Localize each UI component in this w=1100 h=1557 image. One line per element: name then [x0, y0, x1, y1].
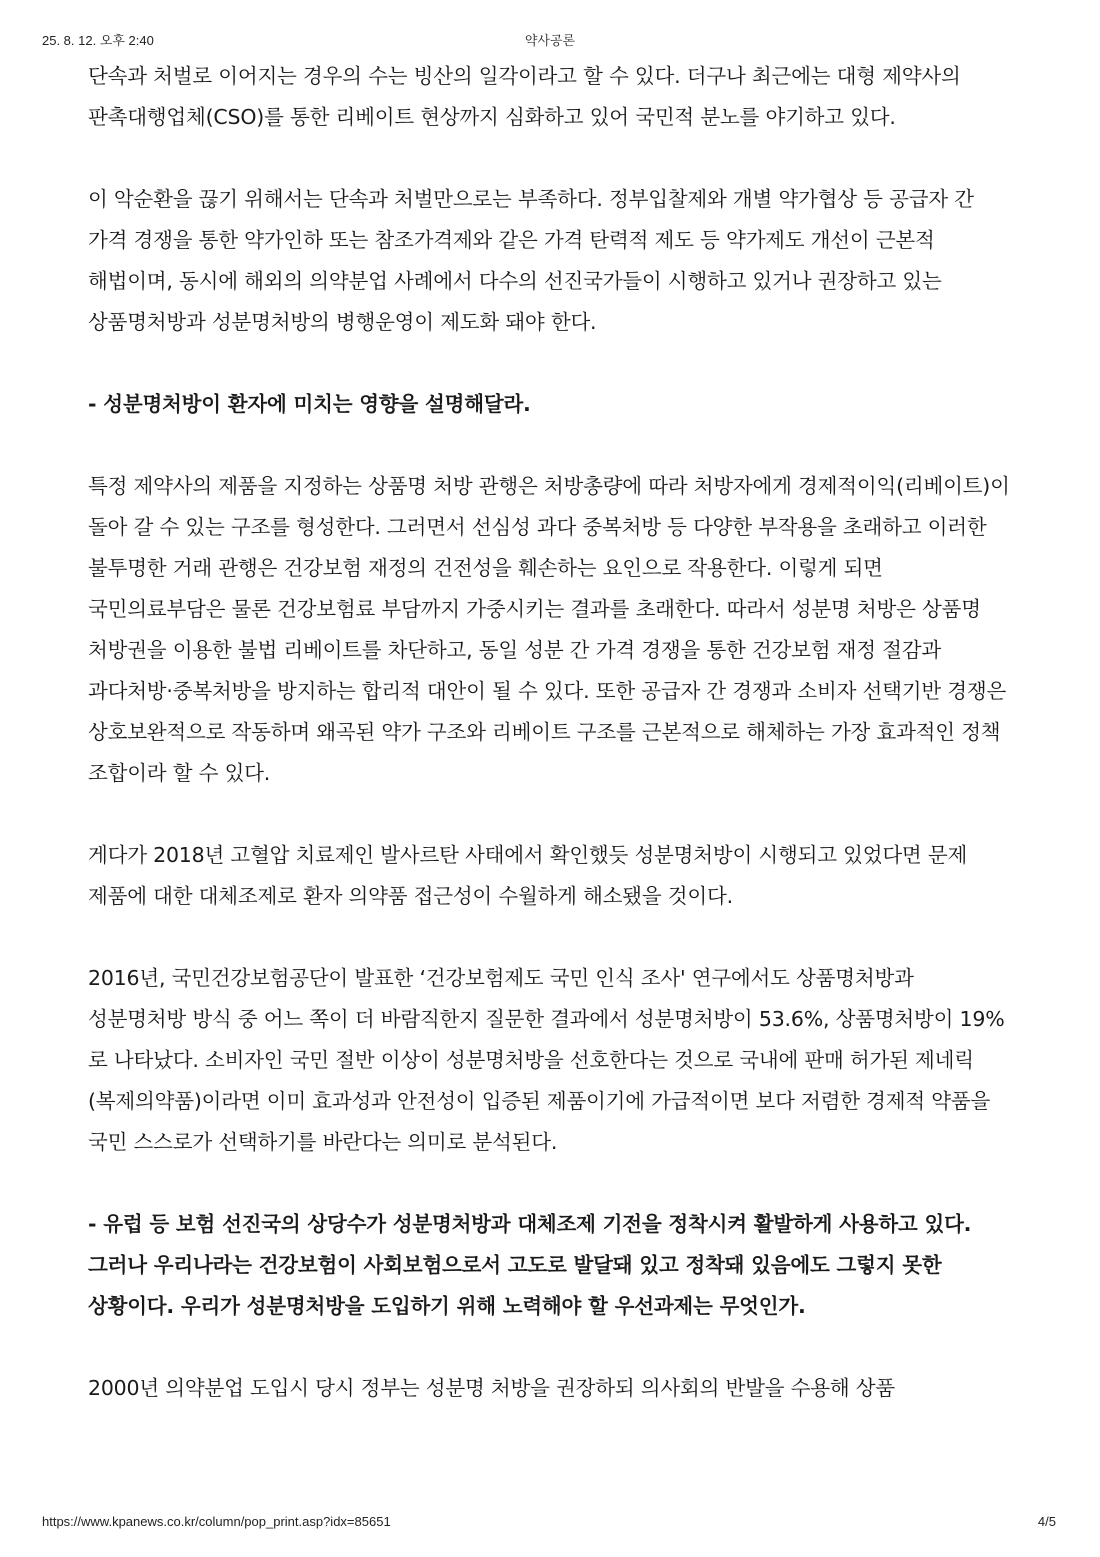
- paragraph-5: 2016년, 국민건강보험공단이 발표한 ‘건강보험제도 국민 인식 조사' 연구에서도 상품명처방과 성분명처방 방식 중 어느 쪽이 더 바람직한지 질문한 결과에서 성분명처방이 53.6%, 상품명처방이 19%로 나타났다. 소비자인 국민 절반 이상이 성분명처방을 선호한다는 것으로 국내에 판매 허가된 제네릭(복제의약품)이라면 이미 효과성과 안전성이 입증된 제품이기에 가급적이면 보다 저렴한 경제적 약품을 국민 스스로가 선택하기를 바란다는 의미로 분석된다.: [88, 966, 1005, 1154]
- paragraph-1: 단속과 처벌로 이어지는 경우의 수는 빙산의 일각이라고 할 수 있다. 더구나 최근에는 대형 제약사의 판촉대행업체(CSO)를 통한 리베이트 현상까지 심화하고 있어 국민적 분노를 야기하고 있다.: [88, 64, 961, 129]
- print-header: [0, 30, 1100, 50]
- page-number: 4/5: [1037, 1514, 1056, 1529]
- paragraph-6: 2000년 의약분업 도입시 당시 정부는 성분명 처방을 권장하되 의사회의 반발을 수용해 상품: [88, 1376, 895, 1400]
- paragraph-4: 게다가 2018년 고혈압 치료제인 발사르탄 사태에서 확인했듯 성분명처방이 시행되고 있었다면 문제 제품에 대한 대체조제로 환자 의약품 접근성이 수월하게 해소됐을 것이다.: [88, 843, 968, 908]
- paragraph-2: 이 악순환을 끊기 위해서는 단속과 처벌만으로는 부족하다. 정부입찰제와 개별 약가협상 등 공급자 간 가격 경쟁을 통한 약가인하 또는 참조가격제와 같은 가격 탄력적 제도 등 약가제도 개선이 근본적 해법이며, 동시에 해외의 의약분업 사례에서 다수의 선진국가들이 시행하고 있거나 권장하고 있는 상품명처방과 성분명처방의 병행운영이 제도화 돼야 한다.: [88, 187, 974, 334]
- print-footer: [0, 1514, 1100, 1534]
- interview-question-2: - 유럽 등 보험 선진국의 상당수가 성분명처방과 대체조제 기전을 정착시켜 활발하게 사용하고 있다. 그러나 우리나라는 건강보험이 사회보험으로서 고도로 발달돼 있고 정착돼 있음에도 그렇지 못한 상황이다. 우리가 성분명처방을 도입하기 위해 노력해야 할 우선과제는 무엇인가.: [88, 1212, 972, 1318]
- site-title: 약사공론: [524, 33, 576, 48]
- interview-question-1: - 성분명처방이 환자에 미치는 영향을 설명해달라.: [88, 392, 531, 416]
- page-url: https://www.kpanews.co.kr/column/pop_print.asp?idx=85651: [42, 1514, 391, 1529]
- paragraph-3: 특정 제약사의 제품을 지정하는 상품명 처방 관행은 처방총량에 따라 처방자에게 경제적이익(리베이트)이 돌아 갈 수 있는 구조를 형성한다. 그러면서 선심성 과다 중복처방 등 다양한 부작용을 초래하고 이러한 불투명한 거래 관행은 건강보험 재정의 건전성을 훼손하는 요인으로 작용한다. 이렇게 되면 국민의료부담은 물론 건강보험료 부담까지 가중시키는 결과를 초래한다. 따라서 성분명 처방은 상품명 처방권을 이용한 불법 리베이트를 차단하고, 동일 성분 간 가격 경쟁을 통한 건강보험 재정 절감과 과다처방·중복처방을 방지하는 합리적 대안이 될 수 있다. 또한 공급자 간 경쟁과 소비자 선택기반 경쟁은 상호보완적으로 작동하며 왜곡된 약가 구조와 리베이트 구조를 근본적으로 해체하는 가장 효과적인 정책 조합이라 할 수 있다.: [88, 474, 1010, 785]
- article-body: [88, 56, 1012, 1409]
- print-datetime: 25. 8. 12. 오후 2:40: [42, 33, 154, 48]
